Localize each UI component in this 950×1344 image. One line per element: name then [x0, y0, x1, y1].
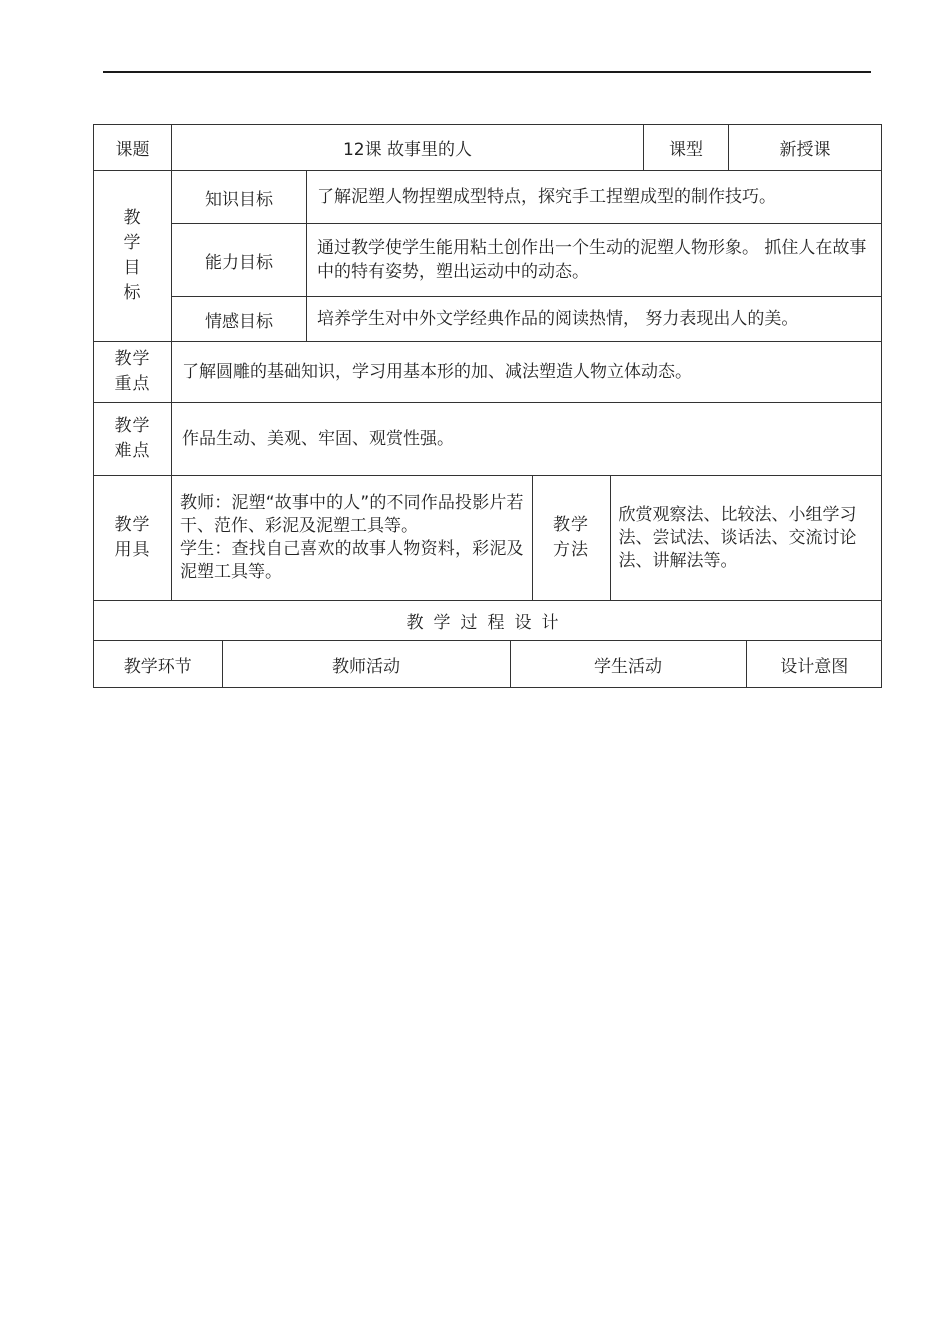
- tools-row: [94, 476, 882, 601]
- lesson-type-value: 新授课: [729, 125, 882, 171]
- difficulty-text: 作品生动、美观、牢固、观赏性强。: [172, 403, 882, 476]
- column-header: 教学环节: [94, 641, 222, 687]
- objectives-label: 教 学 目 标: [94, 171, 172, 342]
- column-header: 教师活动: [222, 641, 510, 687]
- tools-methods-subtable: [172, 476, 882, 600]
- process-columns-row: [94, 641, 882, 688]
- objective-row: [94, 297, 882, 342]
- tools-text: [172, 476, 532, 600]
- key-point-row: [94, 342, 882, 403]
- tools-methods-cell: [172, 476, 882, 601]
- objective-text: 通过教学使学生能用粘土创作出一个生动的泥塑人物形象。 抓住人在故事中的特有姿势，塑出运动中的动态。: [307, 224, 882, 297]
- tools-label: 教学 用具: [94, 476, 172, 601]
- difficulty-row: [94, 403, 882, 476]
- objective-row: [94, 171, 882, 224]
- objective-text: 了解泥塑人物捏塑成型特点，探究手工捏塑成型的制作技巧。: [307, 171, 882, 224]
- title-row: [94, 125, 882, 171]
- process-heading-row: [94, 601, 882, 641]
- header-rule: [103, 71, 871, 73]
- objective-text: 培养学生对中外文学经典作品的阅读热情， 努力表现出人的美。: [307, 297, 882, 342]
- title-label: 课题: [94, 125, 172, 171]
- tools-teacher: 教师：泥塑“故事中的人”的不同作品投影片若干、范作、彩泥及泥塑工具等。: [180, 493, 524, 536]
- lesson-title: 12课 故事里的人: [172, 125, 644, 171]
- lesson-plan-table: [93, 124, 882, 688]
- process-heading: 教学过程设计: [94, 601, 882, 641]
- objective-label: 情感目标: [172, 297, 307, 342]
- objective-label: 能力目标: [172, 224, 307, 297]
- difficulty-label: 教学 难点: [94, 403, 172, 476]
- column-header: 设计意图: [780, 656, 849, 677]
- objective-label: 知识目标: [172, 171, 307, 224]
- objective-row: [94, 224, 882, 297]
- method-text: 欣赏观察法、比较法、小组学习法、尝试法、谈话法、交流讨论法、讲解法等。: [618, 504, 857, 571]
- process-columns-cell: [94, 641, 882, 688]
- tools-student: 学生：查找自己喜欢的故事人物资料，彩泥及泥塑工具等。: [180, 539, 524, 582]
- key-point-label: 教学 重点: [94, 342, 172, 403]
- key-point-text: 了解圆雕的基础知识，学习用基本形的加、减法塑造人物立体动态。: [172, 342, 882, 403]
- lesson-type-label: 课型: [644, 125, 729, 171]
- method-label: 教学 方法: [532, 476, 610, 600]
- process-columns-subtable: [94, 641, 882, 687]
- column-header: 学生活动: [510, 641, 746, 687]
